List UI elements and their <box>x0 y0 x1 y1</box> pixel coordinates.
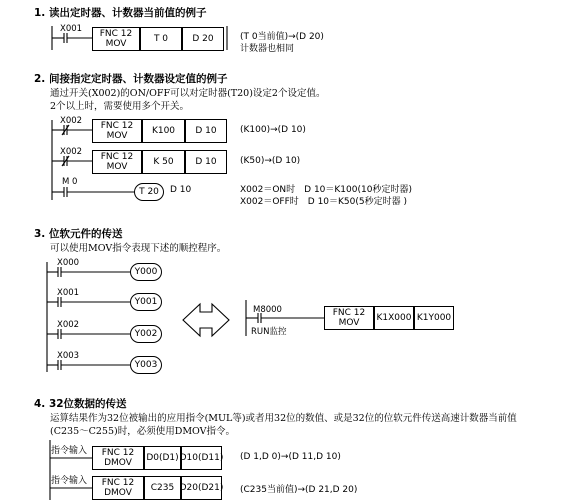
operand-source: K100 <box>142 119 185 143</box>
operand-source: K 50 <box>142 150 185 174</box>
contact-label-x001: X001 <box>60 24 83 34</box>
note: (C235当前值)→(D 21,D 20) <box>240 485 358 495</box>
fnc-mov-box: FNC 12 MOV <box>92 119 142 143</box>
output-coil: Y002 <box>130 325 162 343</box>
operand-dest: D20(D21) <box>181 476 222 500</box>
operand-source: D0(D1) <box>144 446 181 470</box>
contact-label: X003 <box>57 351 80 361</box>
contact-label: X001 <box>57 288 80 298</box>
note: (D 1,D 0)→(D 11,D 10) <box>240 452 341 462</box>
section3-desc: 可以使用MOV指令表现下述的顺控程序。 <box>50 243 227 254</box>
section4-desc-line2: (C235～C255)时，必须使用DMOV指令。 <box>50 426 236 437</box>
instruction-input-label: 指令输入 <box>51 476 88 486</box>
section4-title: 4. 32位数据的传送 <box>34 398 127 410</box>
note: (K50)→(D 10) <box>240 156 301 166</box>
timer-setting: D 10 <box>170 185 192 195</box>
section4-desc-line1: 运算结果作为32位被输出的应用指令(MUL等)或者用32位的数值、或是32位的位软元件传送高速计数器当前值 <box>50 413 517 424</box>
contact-label-x002: X002 <box>60 147 83 157</box>
note-line1: (T 0当前值)→(D 20) <box>240 32 324 42</box>
contact-label-m0: M 0 <box>62 177 78 187</box>
operand-dest: D 10 <box>185 150 227 174</box>
fnc-mov-box: FNC 12 MOV <box>92 27 140 51</box>
operand-dest: D10(D11) <box>181 446 222 470</box>
run-monitor-label: RUN监控 <box>251 327 287 337</box>
operand-source: T 0 <box>140 27 182 51</box>
contact-label: X002 <box>57 320 80 330</box>
timer-coil: T 20 <box>134 183 164 201</box>
output-coil: Y001 <box>130 293 162 311</box>
operand-dest: D 10 <box>185 119 227 143</box>
operand-dest: D 20 <box>182 27 224 51</box>
instruction-input-label: 指令输入 <box>51 446 88 456</box>
section1-title: 1. 读出定时器、计数器当前值的例子 <box>34 7 207 19</box>
section2-desc-line2: 2个以上时，需要使用多个开关。 <box>50 101 190 112</box>
operand-source: C235 <box>144 476 181 500</box>
contact-label-m8000: M8000 <box>253 305 282 315</box>
note-line2: 计数器也相同 <box>240 44 295 54</box>
contact-label-x002: X002 <box>60 116 83 126</box>
fnc-mov-box: FNC 12 MOV <box>324 306 374 330</box>
note: (K100)→(D 10) <box>240 125 306 135</box>
operand-dest: K1Y000 <box>414 306 454 330</box>
section2-title: 2. 间接指定定时器、计数器设定值的例子 <box>34 73 228 85</box>
fnc-mov-box: FNC 12 MOV <box>92 150 142 174</box>
fnc-dmov-box: FNC 12 DMOV <box>92 476 144 500</box>
fnc-dmov-box: FNC 12 DMOV <box>92 446 144 470</box>
operand-source: K1X000 <box>374 306 414 330</box>
output-coil: Y003 <box>130 356 162 374</box>
output-coil: Y000 <box>130 263 162 281</box>
note-line2: X002＝OFF时 D 10＝K50(5秒定时器 ) <box>240 197 407 207</box>
note-line1: X002＝ON时 D 10＝K100(10秒定时器) <box>240 185 412 195</box>
contact-label: X000 <box>57 258 80 268</box>
section3-title: 3. 位软元件的传送 <box>34 228 123 240</box>
section2-desc-line1: 通过开关(X002)的ON/OFF可以对定时器(T20)设定2个设定值。 <box>50 88 326 99</box>
